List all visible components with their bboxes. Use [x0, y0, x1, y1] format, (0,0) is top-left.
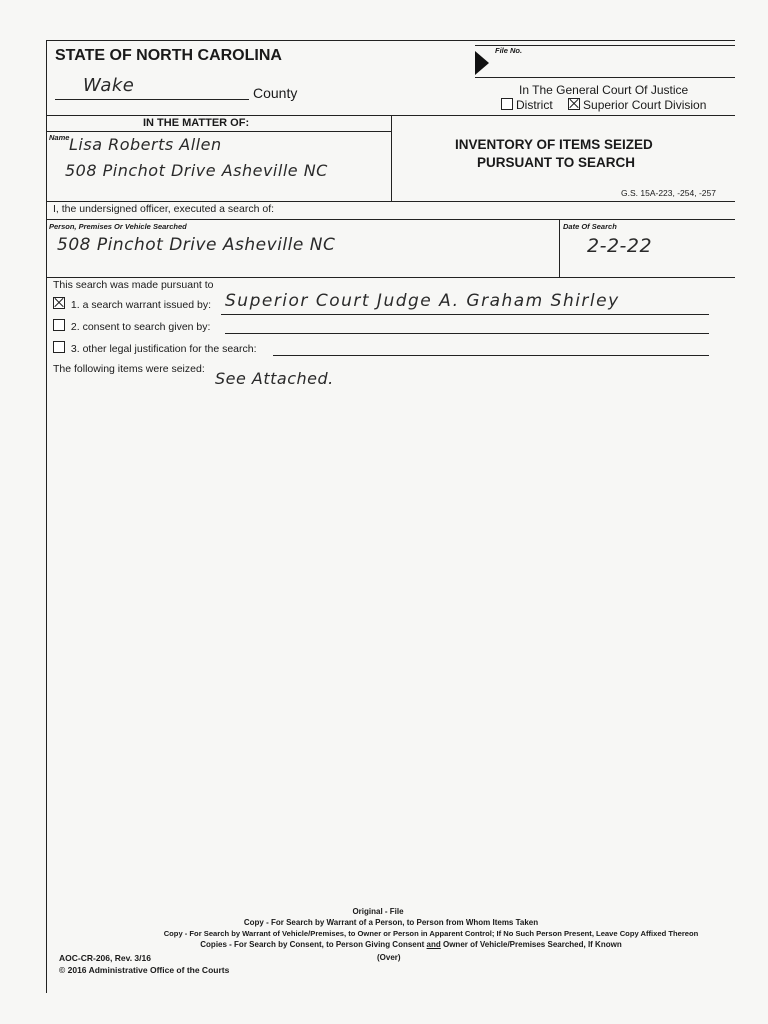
form-number: AOC-CR-206, Rev. 3/16	[59, 953, 151, 963]
over-note: (Over)	[377, 953, 401, 962]
other-justification-checkbox[interactable]	[53, 341, 65, 353]
consent-checkbox[interactable]	[53, 319, 65, 331]
county-value: Wake	[83, 75, 135, 96]
superior-court-label: Superior Court Division	[583, 98, 707, 112]
consent-field[interactable]	[225, 333, 709, 334]
file-no-marker-icon	[475, 51, 489, 75]
court-division	[501, 98, 706, 112]
copyright: © 2016 Administrative Office of the Courts	[59, 965, 230, 975]
footer-original: Original - File	[352, 907, 404, 916]
state-title: STATE OF NORTH CAROLINA	[55, 47, 282, 64]
items-seized-label: The following items were seized:	[53, 363, 205, 375]
items-seized-value: See Attached.	[215, 369, 334, 388]
name-label: Name	[49, 133, 70, 142]
consent-label: 2. consent to search given by:	[70, 321, 211, 333]
option-consent	[53, 319, 210, 333]
footer-copy-vehicle: Copy - For Search by Warrant of Vehicle/Premises, to Owner or Person in Apparent Control; If No Such Person Present, Leave Copy Affixed Thereon	[163, 929, 699, 938]
search-inventory-form	[46, 40, 735, 993]
person-searched-value: 508 Pinchot Drive Asheville NC	[57, 235, 336, 255]
footer-copy-person: Copy - For Search by Warrant of a Person, to Person from Whom Items Taken	[243, 918, 539, 927]
district-checkbox[interactable]	[501, 98, 513, 110]
matter-heading: IN THE MATTER OF:	[143, 117, 250, 129]
footer-copies-consent: Copies - For Search by Consent, to Person Giving Consent and Owner of Vehicle/Premises Searched, If Known	[200, 940, 622, 949]
search-warrant-label: 1. a search warrant issued by:	[70, 299, 211, 311]
option-search-warrant	[53, 297, 211, 311]
matter-name-value: Lisa Roberts Allen	[69, 135, 222, 154]
search-warrant-checkbox[interactable]	[53, 297, 65, 309]
court-name: In The General Court Of Justice	[519, 83, 689, 97]
person-searched-label: Person, Premises Or Vehicle Searched	[49, 222, 187, 231]
statute-reference: G.S. 15A-223, -254, -257	[621, 188, 716, 198]
matter-address-value: 508 Pinchot Drive Asheville NC	[65, 161, 328, 180]
date-of-search-label: Date Of Search	[563, 222, 617, 231]
file-no-label: File No.	[495, 46, 523, 55]
option-other-justification	[53, 341, 257, 355]
search-warrant-issuer-value: Superior Court Judge A. Graham Shirley	[225, 291, 620, 311]
officer-statement: I, the undersigned officer, executed a search of:	[53, 203, 275, 215]
district-label: District	[516, 98, 553, 112]
date-of-search-value: 2-2-22	[587, 235, 653, 257]
county-label: County	[253, 85, 298, 101]
pursuant-intro: This search was made pursuant to	[53, 279, 214, 291]
form-title-line2: PURSUANT TO SEARCH	[477, 155, 636, 170]
other-justification-field[interactable]	[273, 355, 709, 356]
distribution-notes	[47, 907, 735, 949]
form-title-line1: INVENTORY OF ITEMS SEIZED	[455, 137, 653, 152]
other-justification-label: 3. other legal justification for the search:	[70, 343, 257, 355]
superior-court-checkbox[interactable]	[568, 98, 580, 110]
